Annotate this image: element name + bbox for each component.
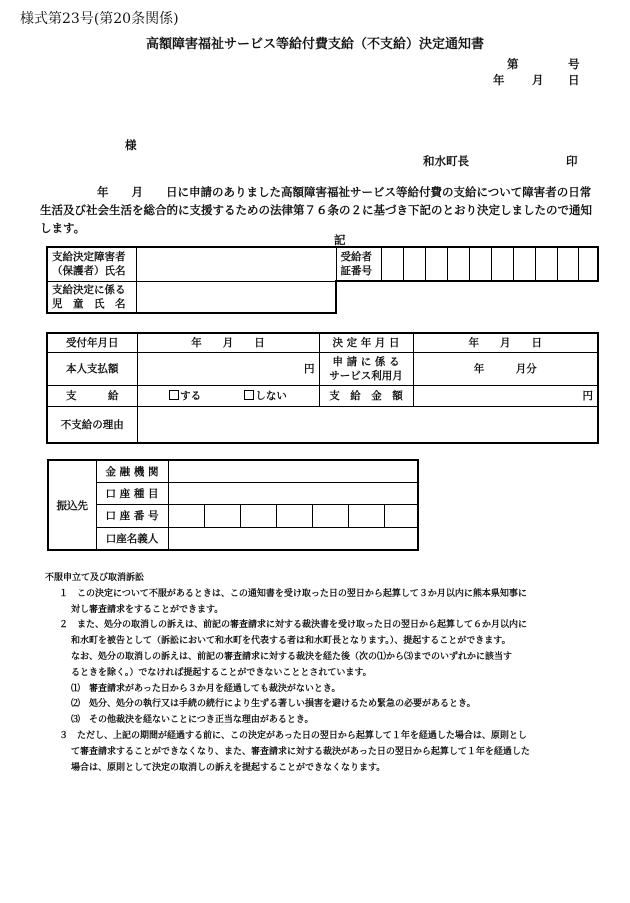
payment-no-checkbox[interactable]: しない (244, 390, 287, 402)
recipient-table (46, 246, 599, 314)
service-month-field[interactable]: 年 月分 (413, 352, 598, 385)
note-1-line-1: １ この決定について不服があるときは、この通知書を受け取った日の翌日から起算して３か月以内に熊本県知事に (59, 588, 527, 599)
certificate-digit-box[interactable] (381, 247, 403, 281)
checkbox-icon[interactable] (169, 390, 179, 400)
decision-date-field[interactable]: 年 月 日 (413, 333, 598, 352)
decision-table (46, 332, 599, 444)
account-digit-box[interactable] (312, 504, 348, 527)
doc-date-nen: 年 (493, 73, 505, 87)
bank-name-field[interactable] (168, 460, 418, 482)
note-2-item-3: ⑶ その他裁決を経ないことにつき正当な理由があるとき。 (71, 715, 314, 726)
note-3-line-1: ３ ただし、上記の期間が経過する前に、この決定があった日の翌日から起算して１年を経過した場合は、原則とし (59, 730, 527, 741)
notes-heading: 不服申立て及び取消訴訟 (45, 573, 145, 583)
appeal-notes (47, 571, 595, 776)
recipient-name-field[interactable] (136, 247, 336, 281)
account-type-field[interactable] (168, 482, 418, 504)
note-1-line-2: 対し審査請求をすることができます。 (71, 604, 224, 615)
certificate-digit-box[interactable] (403, 247, 425, 281)
account-holder-field[interactable] (168, 527, 418, 550)
received-date-label: 受付年月日 (47, 333, 137, 352)
child-name-field[interactable] (136, 281, 336, 313)
payment-label: 支 給 (47, 385, 137, 406)
payment-options (137, 385, 319, 406)
certificate-digit-box[interactable] (469, 247, 491, 281)
ki-marker: 記 (334, 233, 346, 247)
note-3-line-3: 場合は、原則として決定の取消しの訴えを提起することができなくなります。 (71, 762, 386, 773)
payment-yes-checkbox[interactable]: する (169, 390, 201, 402)
received-date-field[interactable]: 年 月 日 (137, 333, 319, 352)
note-2-line-2: 和水町を被告として（訴訟において和水町を代表する者は和水町長となります。）、提起することができます。 (71, 636, 511, 647)
decision-date-label: 決 定 年 月 日 (319, 333, 413, 352)
certificate-digit-box[interactable] (513, 247, 535, 281)
certificate-digit-box[interactable] (557, 247, 578, 281)
form-number: 様式第23号(第20条関係) (20, 11, 179, 27)
account-digit-box[interactable] (348, 504, 384, 527)
note-2-item-2: ⑵ 処分、処分の執行又は手続の続行により生ずる著しい損害を避けるため緊急の必要があるとき。 (71, 699, 476, 710)
bank-name-label: 金 融 機 関 (96, 460, 168, 482)
account-number-label: 口 座 番 号 (96, 504, 168, 527)
issuer-seal: 印 (566, 154, 578, 168)
account-digit-box[interactable] (168, 504, 204, 527)
account-digit-box[interactable] (276, 504, 312, 527)
transfer-destination-label: 振込先 (48, 460, 96, 550)
note-3-line-2: て審査請求することができなくなり、また、審査請求に対する裁決があった日の翌日から起算して１年を経過した (71, 746, 530, 757)
note-2-line-3: なお、処分の取消しの訴えは、前記の審査請求に対する裁決を経た後（次の⑴から⑶までのいずれかに該当す (71, 651, 513, 662)
account-type-label: 口 座 種 目 (96, 482, 168, 504)
notice-body: 年 月 日に申請のありました高額障害福祉サービス等給付費の支給について障害者の日常生活及び社会生活を総合的に支援するための法律第７６条の２に基づき下記のとおり決定しましたので通知します。 (40, 185, 592, 235)
service-month-label: 申 請 に 係 る サービス利用月 (319, 352, 413, 385)
certificate-digit-box[interactable] (491, 247, 513, 281)
certificate-digit-box[interactable] (535, 247, 557, 281)
child-name-label: 支給決定に係る 児 童 氏 名 (47, 281, 136, 313)
doc-date-hi: 日 (568, 73, 580, 87)
certificate-digit-box[interactable] (447, 247, 469, 281)
doc-date-tsuki: 月 (532, 73, 544, 87)
account-digit-box[interactable] (204, 504, 240, 527)
document-title: 高額障害福祉サービス等給付費支給（不支給）決定通知書 (145, 37, 484, 52)
transfer-table (47, 459, 419, 551)
self-payment-field[interactable]: 円 (137, 352, 319, 385)
payment-amount-field[interactable]: 円 (413, 385, 598, 406)
certificate-number-label: 受給者 証番号 (336, 247, 381, 281)
self-payment-label: 本人支払額 (47, 352, 137, 385)
account-digit-box[interactable] (240, 504, 276, 527)
refusal-reason-label: 不支給の理由 (47, 406, 137, 443)
recipient-name-label: 支給決定障害者 （保護者）氏名 (47, 247, 136, 281)
doc-number-dai: 第 (507, 57, 519, 71)
refusal-reason-field[interactable] (137, 406, 598, 443)
certificate-digit-box[interactable] (425, 247, 447, 281)
note-2-line-1: ２ また、処分の取消しの訴えは、前記の審査請求に対する裁決書を受け取った日の翌日から起算して６か月以内に (59, 620, 528, 631)
note-2-item-1: ⑴ 審査請求があった日から３か月を経過しても裁決がないとき。 (71, 683, 341, 694)
account-digit-box[interactable] (384, 504, 418, 527)
certificate-digit-box[interactable] (578, 247, 598, 281)
recipient-honorific: 様 (125, 138, 137, 152)
account-holder-label: 口座名義人 (96, 527, 168, 550)
doc-number-gou: 号 (568, 57, 580, 71)
checkbox-icon[interactable] (244, 390, 254, 400)
issuer-name: 和水町長 (423, 154, 469, 168)
payment-amount-label: 支 給 金 額 (319, 385, 413, 406)
note-2-line-4: るときを除く。）でなければ提起することができないこととされています。 (71, 667, 372, 678)
